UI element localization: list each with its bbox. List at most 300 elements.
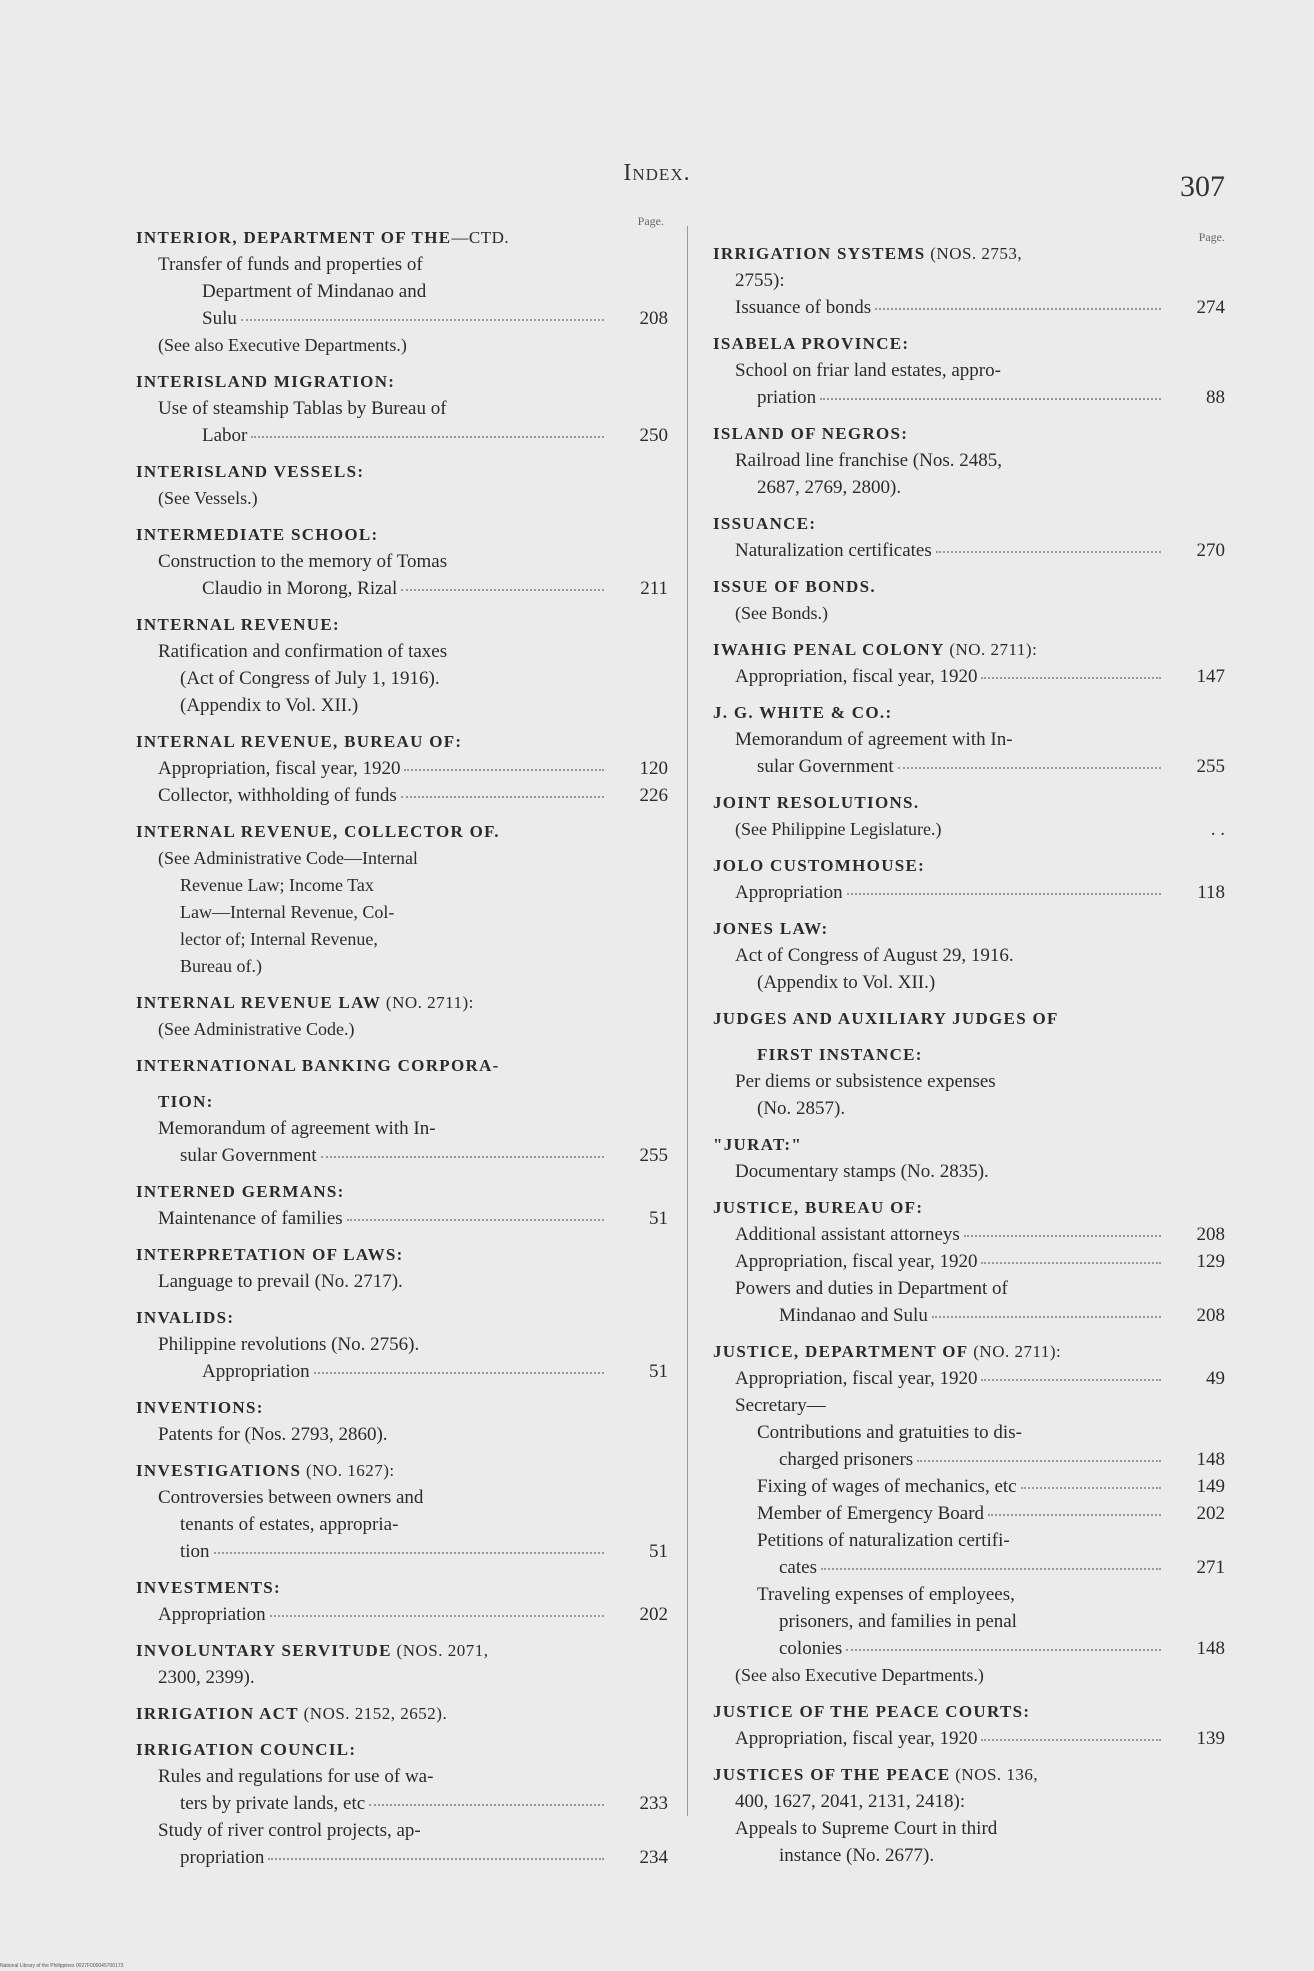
entry-gap xyxy=(713,906,1167,915)
dot-leader xyxy=(268,1857,604,1860)
index-subentry xyxy=(136,638,610,665)
entry-text: cates xyxy=(779,1557,817,1578)
index-heading xyxy=(136,1052,610,1079)
page-reference: 149 xyxy=(1196,1476,1225,1497)
entry-gap xyxy=(136,1169,610,1178)
entry-gap xyxy=(136,1079,610,1088)
entry-gap xyxy=(136,1043,610,1052)
index-heading xyxy=(136,1178,610,1205)
dot-leader xyxy=(821,1567,1161,1570)
entry-text: Naturalization certificates xyxy=(735,540,932,561)
entry-text: INVALIDS: xyxy=(136,1308,235,1327)
entry-text: Mindanao and Sulu xyxy=(779,1305,928,1326)
index-heading xyxy=(713,330,1167,357)
index-subentry xyxy=(136,1205,668,1232)
entry-text: propriation xyxy=(180,1847,265,1868)
entry-text: FIRST INSTANCE: xyxy=(757,1045,923,1064)
dot-leader xyxy=(846,1648,1161,1651)
entry-text: instance (No. 2677). xyxy=(779,1845,935,1866)
index-heading xyxy=(713,573,1167,600)
dot-leader xyxy=(981,1378,1161,1381)
entry-text: Documentary stamps (No. 2835). xyxy=(735,1161,989,1182)
entry-text: Claudio in Morong, Rizal xyxy=(202,578,398,599)
dot-leader xyxy=(321,1155,604,1158)
entry-text: Memorandum of agreement with In- xyxy=(735,729,1013,750)
entry-text: Railroad line franchise (Nos. 2485, xyxy=(735,450,1002,471)
index-subentry xyxy=(713,1302,1225,1329)
entry-gap xyxy=(713,1185,1167,1194)
entry-text: INTERNAL REVENUE, BUREAU OF: xyxy=(136,732,463,751)
dot-leader xyxy=(936,550,1161,553)
page-reference: 208 xyxy=(639,308,668,329)
index-heading xyxy=(136,1700,610,1727)
entry-text: (See also Executive Departments.) xyxy=(735,1665,984,1685)
see-reference xyxy=(136,953,610,980)
entry-text: priation xyxy=(757,387,817,408)
entry-text: Memorandum of agreement with In- xyxy=(158,1118,436,1139)
index-subentry xyxy=(136,1763,610,1790)
page-reference: 51 xyxy=(649,1541,668,1562)
dot-leader xyxy=(820,397,1161,400)
index-subentry xyxy=(713,1554,1225,1581)
entry-text: INTERNAL REVENUE: xyxy=(136,615,340,634)
page-reference: 139 xyxy=(1196,1728,1225,1749)
index-subentry xyxy=(136,1817,610,1844)
index-subentry xyxy=(713,294,1225,321)
entry-gap xyxy=(713,843,1167,852)
entry-gap xyxy=(136,1691,610,1700)
column-divider xyxy=(687,226,688,1816)
index-heading xyxy=(136,1574,610,1601)
entry-text: Secretary— xyxy=(735,1395,826,1416)
entry-text: 2755): xyxy=(735,270,785,291)
page-reference: 129 xyxy=(1196,1251,1225,1272)
entry-text: Rules and regulations for use of wa- xyxy=(158,1766,434,1787)
entry-text: colonies xyxy=(779,1638,843,1659)
entry-gap xyxy=(136,809,610,818)
dot-leader xyxy=(932,1315,1161,1318)
page-reference: 255 xyxy=(639,1145,668,1166)
see-reference xyxy=(713,816,1225,843)
index-heading xyxy=(136,1736,610,1763)
index-subentry xyxy=(713,447,1167,474)
entry-text: School on friar land estates, appro- xyxy=(735,360,1001,381)
entry-text: INTERNED GERMANS: xyxy=(136,1182,345,1201)
index-subentry xyxy=(713,1446,1225,1473)
index-heading xyxy=(136,818,610,845)
index-subentry xyxy=(136,1358,668,1385)
index-subentry xyxy=(136,305,668,332)
entry-text: Per diems or subsistence expenses xyxy=(735,1071,996,1092)
entry-gap xyxy=(136,1385,610,1394)
entry-text: Appropriation, fiscal year, 1920 xyxy=(735,1728,978,1749)
page-reference: 208 xyxy=(1196,1224,1225,1245)
index-subentry xyxy=(713,753,1225,780)
entry-gap xyxy=(713,501,1167,510)
page-reference: 255 xyxy=(1196,756,1225,777)
page-reference: 51 xyxy=(649,1361,668,1382)
index-subentry xyxy=(713,1221,1225,1248)
index-subentry xyxy=(713,1725,1225,1752)
entry-text: INTERPRETATION OF LAWS: xyxy=(136,1245,404,1264)
see-reference xyxy=(713,600,1167,627)
index-subentry xyxy=(136,1538,668,1565)
entry-reference: (NOS. 2152, 2652). xyxy=(298,1704,448,1723)
index-heading xyxy=(713,1041,1167,1068)
dot-leader xyxy=(270,1614,604,1617)
entry-text: Study of river control projects, ap- xyxy=(158,1820,421,1841)
page-reference: 250 xyxy=(639,425,668,446)
entry-text: (Act of Congress of July 1, 1916). xyxy=(180,668,440,689)
entry-gap xyxy=(713,996,1167,1005)
index-subentry xyxy=(136,1664,610,1691)
entry-text: Contributions and gratuities to dis- xyxy=(757,1422,1022,1443)
entry-text: (Appendix to Vol. XII.) xyxy=(180,695,359,716)
entry-text: tenants of estates, appropria- xyxy=(180,1514,399,1535)
entry-text: ISSUANCE: xyxy=(713,514,817,533)
entry-reference: (NO. 2711): xyxy=(381,993,474,1012)
index-subentry xyxy=(713,969,1167,996)
index-subentry xyxy=(713,1419,1167,1446)
entry-gap xyxy=(713,627,1167,636)
entry-text: JUSTICE, DEPARTMENT OF xyxy=(713,1342,969,1361)
entry-text: Issuance of bonds xyxy=(735,297,872,318)
index-subentry xyxy=(136,422,668,449)
entry-text: INVOLUNTARY SERVITUDE xyxy=(136,1641,392,1660)
page-reference: 51 xyxy=(649,1208,668,1229)
entry-gap xyxy=(136,512,610,521)
see-reference xyxy=(136,899,610,926)
entry-gap xyxy=(713,690,1167,699)
index-heading xyxy=(136,1241,610,1268)
page-reference: 202 xyxy=(639,1604,668,1625)
index-subentry xyxy=(713,726,1167,753)
entry-text: JUSTICE, BUREAU OF: xyxy=(713,1198,924,1217)
index-heading xyxy=(713,420,1167,447)
entry-text: Revenue Law; Income Tax xyxy=(180,875,374,895)
index-subentry xyxy=(136,575,668,602)
entry-gap xyxy=(136,719,610,728)
index-subentry xyxy=(713,357,1167,384)
index-subentry xyxy=(713,1842,1167,1869)
entry-gap xyxy=(136,1448,610,1457)
index-heading xyxy=(136,1304,610,1331)
page-reference: 202 xyxy=(1196,1503,1225,1524)
dot-leader xyxy=(981,676,1161,679)
left-entries xyxy=(136,214,668,1871)
dot-leader xyxy=(917,1459,1161,1462)
dot-leader xyxy=(898,766,1161,769)
entry-text: (See Bonds.) xyxy=(735,603,828,623)
entry-reference: (NO. 2711): xyxy=(968,1342,1062,1361)
entry-text: Act of Congress of August 29, 1916. xyxy=(735,945,1014,966)
index-subentry xyxy=(713,1815,1167,1842)
index-subentry xyxy=(713,1068,1167,1095)
entry-gap xyxy=(136,980,610,989)
entry-text: INTERISLAND MIGRATION: xyxy=(136,372,396,391)
index-subentry xyxy=(136,1268,610,1295)
see-reference xyxy=(136,332,610,359)
entry-text: TION: xyxy=(158,1092,214,1111)
entry-text: Construction to the memory of Tomas xyxy=(158,551,448,572)
entry-text: Appropriation, fiscal year, 1920 xyxy=(735,666,978,687)
index-subentry xyxy=(136,251,610,278)
index-subentry xyxy=(136,692,610,719)
index-heading xyxy=(713,699,1167,726)
see-reference xyxy=(136,872,610,899)
index-subentry xyxy=(136,1331,610,1358)
entry-text: INVENTIONS: xyxy=(136,1398,264,1417)
entry-text: 400, 1627, 2041, 2131, 2418): xyxy=(735,1791,966,1812)
index-subentry xyxy=(713,1500,1225,1527)
entry-reference: (NO. 2711): xyxy=(944,640,1038,659)
index-heading xyxy=(136,611,610,638)
index-heading xyxy=(136,1457,610,1484)
index-subentry xyxy=(136,1601,668,1628)
index-subentry xyxy=(713,1635,1225,1662)
index-subentry xyxy=(136,395,610,422)
entry-text: JONES LAW: xyxy=(713,919,829,938)
entry-text: Philippine revolutions (No. 2756). xyxy=(158,1334,420,1355)
index-heading xyxy=(713,789,1167,816)
page-reference: . . xyxy=(1210,819,1225,840)
index-subentry xyxy=(136,1484,610,1511)
entry-gap xyxy=(713,780,1167,789)
page-number: 307 xyxy=(1180,170,1225,203)
entry-text: Powers and duties in Department of xyxy=(735,1278,1008,1299)
index-heading xyxy=(713,852,1167,879)
entry-text: Language to prevail (No. 2717). xyxy=(158,1271,403,1292)
page-reference: 88 xyxy=(1206,387,1225,408)
dot-leader xyxy=(847,892,1161,895)
entry-text: Additional assistant attorneys xyxy=(735,1224,960,1245)
index-heading xyxy=(713,1194,1167,1221)
entry-text: prisoners, and families in penal xyxy=(779,1611,1017,1632)
entry-text: ISABELA PROVINCE: xyxy=(713,334,910,353)
page-reference: 208 xyxy=(1196,1305,1225,1326)
index-heading xyxy=(136,521,610,548)
page-reference: 211 xyxy=(640,578,668,599)
index-subentry xyxy=(713,1095,1167,1122)
index-heading xyxy=(136,1088,610,1115)
index-heading xyxy=(136,1394,610,1421)
index-subentry xyxy=(713,942,1167,969)
index-subentry xyxy=(136,1421,610,1448)
entry-text: tion xyxy=(180,1541,210,1562)
entry-reference: —CTD. xyxy=(451,228,510,247)
entry-gap xyxy=(136,1628,610,1637)
entry-text: Appropriation, fiscal year, 1920 xyxy=(735,1368,978,1389)
page-reference: 271 xyxy=(1196,1557,1225,1578)
page-title: Index. xyxy=(623,160,691,186)
entry-text: Law—Internal Revenue, Col- xyxy=(180,902,395,922)
index-subentry xyxy=(713,267,1167,294)
index-subentry xyxy=(713,663,1225,690)
entry-reference: (NOS. 2753, xyxy=(925,244,1023,263)
entry-text: Labor xyxy=(202,425,248,446)
entry-text: JOLO CUSTOMHOUSE: xyxy=(713,856,926,875)
dot-leader xyxy=(241,318,604,321)
dot-leader xyxy=(404,768,604,771)
index-subentry xyxy=(713,1788,1167,1815)
entry-text: ISLAND OF NEGROS: xyxy=(713,424,909,443)
entry-text: (See Administrative Code—Internal xyxy=(158,848,418,868)
entry-text: Appropriation xyxy=(202,1361,310,1382)
entry-text: ISSUE OF BONDS. xyxy=(713,577,876,596)
entry-text: (See Administrative Code.) xyxy=(158,1019,355,1039)
dot-leader xyxy=(988,1513,1161,1516)
entry-text: INTERNAL REVENUE, COLLECTOR OF. xyxy=(136,822,500,841)
entry-gap xyxy=(713,321,1167,330)
index-column-left xyxy=(136,214,668,1871)
index-heading xyxy=(136,458,610,485)
entry-text: J. G. WHITE & CO.: xyxy=(713,703,893,722)
dot-leader xyxy=(347,1218,604,1221)
index-subentry xyxy=(713,1392,1167,1419)
entry-text: IRRIGATION COUNCIL: xyxy=(136,1740,357,1759)
index-heading xyxy=(713,1005,1167,1032)
entry-text: JUDGES AND AUXILIARY JUDGES OF xyxy=(713,1009,1059,1028)
entry-text: Fixing of wages of mechanics, etc xyxy=(757,1476,1017,1497)
see-reference xyxy=(136,485,610,512)
index-column-right xyxy=(713,214,1225,1869)
entry-gap xyxy=(136,1565,610,1574)
entry-text: INTERNATIONAL BANKING CORPORA- xyxy=(136,1056,500,1075)
page-reference: 147 xyxy=(1196,666,1225,687)
entry-text: IRRIGATION SYSTEMS xyxy=(713,244,926,263)
entry-text: Appropriation, fiscal year, 1920 xyxy=(158,758,401,779)
index-subentry xyxy=(136,1115,610,1142)
entry-text: Appropriation xyxy=(735,882,843,903)
dot-leader xyxy=(401,588,604,591)
page-reference: 234 xyxy=(639,1847,668,1868)
page-column-label: Page. xyxy=(1198,230,1225,244)
index-subentry xyxy=(136,1511,610,1538)
page-reference: 148 xyxy=(1196,1638,1225,1659)
entry-text: Petitions of naturalization certifi- xyxy=(757,1530,1010,1551)
entry-gap xyxy=(713,411,1167,420)
see-reference xyxy=(136,845,610,872)
index-heading xyxy=(136,728,610,755)
index-subentry xyxy=(136,1790,668,1817)
entry-text: INTERNAL REVENUE LAW xyxy=(136,993,382,1012)
index-heading xyxy=(136,989,610,1016)
entry-text: Appropriation xyxy=(158,1604,266,1625)
index-subentry xyxy=(713,879,1225,906)
entry-reference: (NOS. 136, xyxy=(950,1765,1039,1784)
index-subentry xyxy=(713,1248,1225,1275)
dot-leader xyxy=(981,1261,1161,1264)
see-reference xyxy=(136,1016,610,1043)
index-heading xyxy=(136,1637,610,1664)
entry-reference: (NOS. 2071, xyxy=(391,1641,489,1660)
index-heading xyxy=(136,224,610,251)
entry-text: Sulu xyxy=(202,308,237,329)
entry-gap xyxy=(713,1122,1167,1131)
page-column-label: Page. xyxy=(637,214,664,228)
index-subentry xyxy=(713,474,1167,501)
entry-gap xyxy=(136,359,610,368)
index-subentry xyxy=(713,1365,1225,1392)
dot-leader xyxy=(369,1803,604,1806)
footer-credit: National Library of the Philippines 0027F000045700173 xyxy=(0,1963,124,1969)
entry-text: Collector, withholding of funds xyxy=(158,785,397,806)
index-subentry xyxy=(136,1142,668,1169)
entry-text: charged prisoners xyxy=(779,1449,914,1470)
index-heading xyxy=(136,368,610,395)
dot-leader xyxy=(875,307,1161,310)
entry-text: Appeals to Supreme Court in third xyxy=(735,1818,998,1839)
entry-text: INTERMEDIATE SCHOOL: xyxy=(136,525,379,544)
entry-text: Patents for (Nos. 2793, 2860). xyxy=(158,1424,388,1445)
index-heading xyxy=(713,1131,1167,1158)
index-subentry xyxy=(713,1527,1167,1554)
index-subentry xyxy=(713,537,1225,564)
dot-leader xyxy=(981,1738,1161,1741)
entry-gap xyxy=(713,1689,1167,1698)
dot-leader xyxy=(1021,1486,1161,1489)
entry-gap xyxy=(713,1752,1167,1761)
entry-text: JUSTICES OF THE PEACE xyxy=(713,1765,951,1784)
page-reference: 270 xyxy=(1196,540,1225,561)
entry-text: INVESTMENTS: xyxy=(136,1578,282,1597)
entry-text: (See Vessels.) xyxy=(158,488,258,508)
entry-text: INTERIOR, DEPARTMENT OF THE xyxy=(136,228,452,247)
entry-text: Ratification and confirmation of taxes xyxy=(158,641,448,662)
entry-gap xyxy=(713,1032,1167,1041)
entry-text: Controversies between owners and xyxy=(158,1487,424,1508)
dot-leader xyxy=(401,795,604,798)
page-reference: 233 xyxy=(639,1793,668,1814)
index-subentry xyxy=(713,1473,1225,1500)
entry-text: sular Government xyxy=(757,756,894,777)
entry-gap xyxy=(136,1232,610,1241)
entry-text: Transfer of funds and properties of xyxy=(158,254,423,275)
page-reference: 148 xyxy=(1196,1449,1225,1470)
dot-leader xyxy=(214,1551,604,1554)
entry-text: Bureau of.) xyxy=(180,956,262,976)
index-subentry xyxy=(136,782,668,809)
entry-text: (No. 2857). xyxy=(757,1098,846,1119)
entry-gap xyxy=(136,602,610,611)
index-heading xyxy=(713,1338,1167,1365)
entry-text: (See Philippine Legislature.) xyxy=(735,819,942,839)
entry-text: (Appendix to Vol. XII.) xyxy=(757,972,936,993)
entry-text: Member of Emergency Board xyxy=(757,1503,985,1524)
page-reference: 120 xyxy=(639,758,668,779)
see-reference xyxy=(136,926,610,953)
index-heading xyxy=(713,915,1167,942)
entry-text: (See also Executive Departments.) xyxy=(158,335,407,355)
entry-text: lector of; Internal Revenue, xyxy=(180,929,378,949)
entry-text: Department of Mindanao and xyxy=(202,281,427,302)
entry-text: sular Government xyxy=(180,1145,317,1166)
dot-leader xyxy=(314,1371,604,1374)
dot-leader xyxy=(251,435,604,438)
entry-text: JOINT RESOLUTIONS. xyxy=(713,793,920,812)
index-subentry xyxy=(713,1608,1167,1635)
entry-text: Appropriation, fiscal year, 1920 xyxy=(735,1251,978,1272)
index-heading xyxy=(713,1698,1167,1725)
index-subentry xyxy=(713,1275,1167,1302)
see-reference xyxy=(713,1662,1167,1689)
entry-text: Maintenance of families xyxy=(158,1208,343,1229)
index-subentry xyxy=(136,755,668,782)
entry-text: IRRIGATION ACT xyxy=(136,1704,299,1723)
entry-gap xyxy=(136,449,610,458)
index-heading xyxy=(713,1761,1167,1788)
entry-text: IWAHIG PENAL COLONY xyxy=(713,640,945,659)
